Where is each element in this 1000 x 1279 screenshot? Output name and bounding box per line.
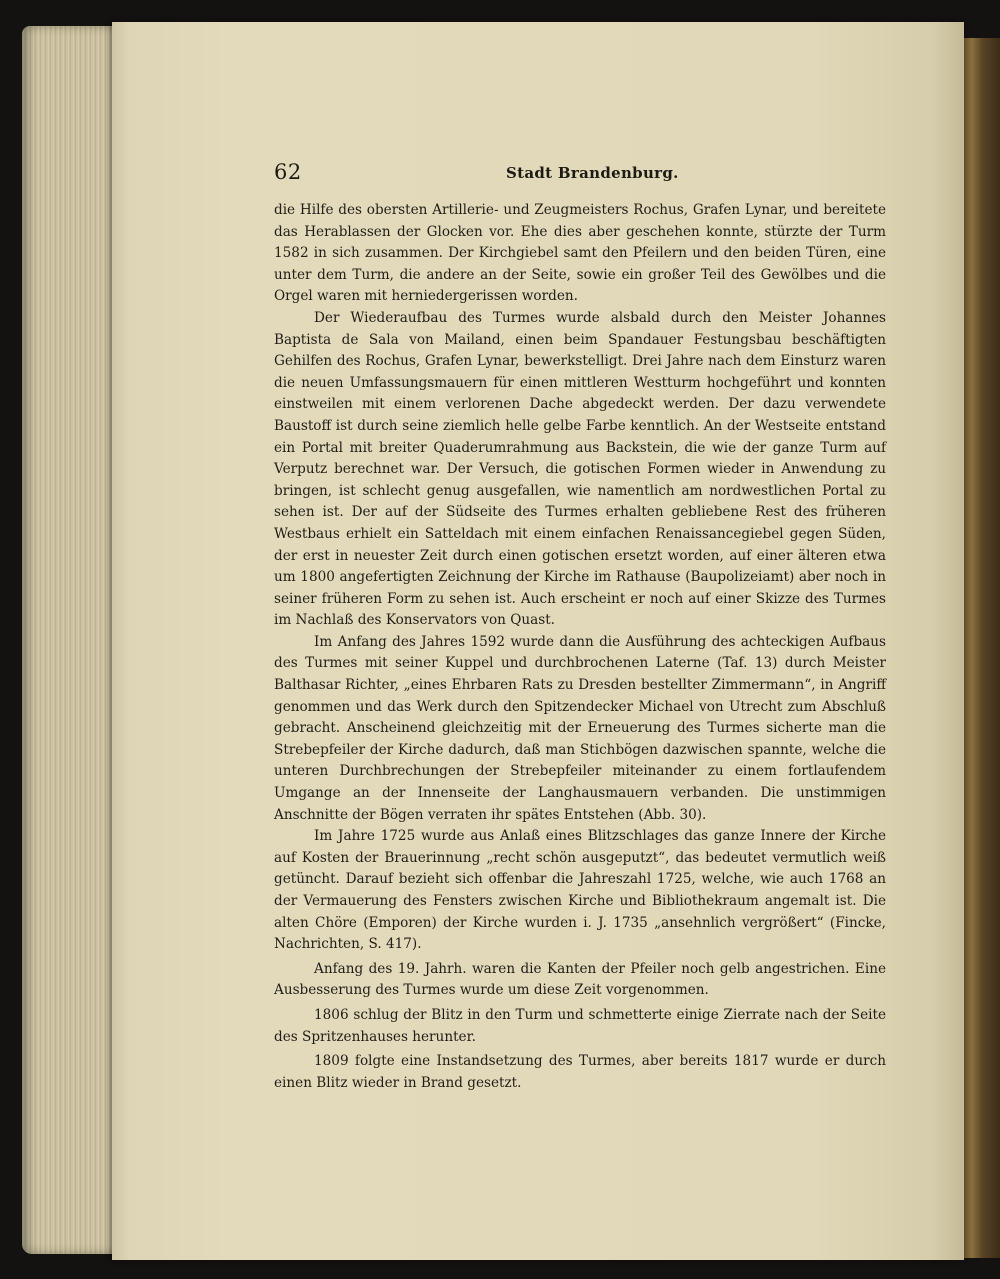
- paragraph: 1806 schlug der Blitz in den Turm und schmetterte einige Zierrate nach der Seite des Spritzenhauses herunter.: [274, 1006, 886, 1045]
- running-header: [274, 160, 886, 190]
- paragraph: Im Jahre 1725 wurde aus Anlaß eines Blitzschlages das ganze Innere der Kirche auf Kosten der Brauerinnung „recht schön ausgeputzt“, das bedeutet vermutlich weiß getüncht. Darauf bezieht sich offenbar die Jahreszahl 1725, welche, wie auch 1768 an der Vermauerung des Fensters zwischen Kirche und Bibliothekraum angemalt ist. Die alten Chöre (Emporen) der Kirche wurden i. J. 1735 „ansehnlich vergrößert“ (Fincke, Nachrichten, S. 417).: [274, 828, 886, 953]
- paragraph: Im Anfang des Jahres 1592 wurde dann die Ausführung des achteckigen Aufbaus des Turmes mit seiner Kuppel und durchbrochenen Laterne (Taf. 13) durch Meister Balthasar Richter, „eines Ehrbaren Rats zu Dresden bestellter Zimmermann“, in Angriff genommen und das Werk durch den Spitzendecker Michael von Utrecht zum Abschluß gebracht. Anscheinend gleichzeitig mit der Erneuerung des Turmes sicherte man die Strebepfeiler der Kirche dadurch, daß man Stichbögen dazwischen spannte, welche die unteren Durchbrechungen der Strebepfeiler miteinander zu einem fortlaufendem Umgange an der Innenseite der Langhausmauern verbanden. Die unstimmigen Anschnitte der Bögen verraten ihr spätes Entstehen (Abb. 30).: [274, 633, 886, 823]
- running-title: Stadt Brandenburg.: [506, 164, 679, 182]
- page-number: 62: [274, 160, 302, 184]
- body-text: [274, 200, 886, 1094]
- book-spine: [964, 38, 1000, 1258]
- paragraph: die Hilfe des obersten Artillerie- und Zeugmeisters Rochus, Grafen Lynar, und bereitete das Herablassen der Glocken vor. Ehe dies aber geschehen konnte, stürzte der Turm 1582 in sich zusammen. Der Kirchgiebel samt den Pfeilern und den beiden Türen, eine unter dem Turm, die andere an der Seite, sowie ein großer Teil des Gewölbes und die Orgel waren mit herniedergerissen worden.: [274, 202, 886, 305]
- paragraph: 1809 folgte eine Instandsetzung des Turmes, aber bereits 1817 wurde er durch einen Blitz wieder in Brand gesetzt.: [274, 1053, 886, 1091]
- paragraph: Der Wiederaufbau des Turmes wurde alsbald durch den Meister Johannes Baptista de Sala von Mailand, einen beim Spandauer Festungsbau beschäftigten Gehilfen des Rochus, Grafen Lynar, bewerkstelligt. Drei Jahre nach dem Einsturz waren die neuen Umfassungsmauern für einen mittleren Westturm hochgeführt und konnten einstweilen mit einem verlorenen Dache abgedeckt werden. Der dazu verwendete Baustoff ist durch seine ziemlich helle gelbe Farbe kenntlich. An der Westseite entstand ein Portal mit breiter Quaderumrahmung aus Backstein, die wie der ganze Turm auf Verputz berechnet war. Der Versuch, die gotischen Formen wieder in Anwendung zu bringen, ist schlecht genug ausgefallen, wie namentlich am nordwestlichen Portal zu sehen ist. Der auf der Südseite des Turmes erhalten gebliebene Rest des früheren Westbaus erhielt ein Satteldach mit einem einfachen Renaissancegiebel gegen Süden, der erst in neuester Zeit durch einen gotischen ersetzt worden, auf einer älteren etwa um 1800 angefertigten Zeichnung der Kirche im Rathause (Baupolizeiamt) aber noch in seiner früheren Form zu sehen ist. Auch erscheint er noch auf einer Skizze des Turmes im Nachlaß des Konservators von Quast.: [274, 309, 886, 629]
- paragraph: Anfang des 19. Jahrh. waren die Kanten der Pfeiler noch gelb angestrichen. Eine Ausbesserung des Turmes wurde um diese Zeit vorgenommen.: [274, 960, 886, 999]
